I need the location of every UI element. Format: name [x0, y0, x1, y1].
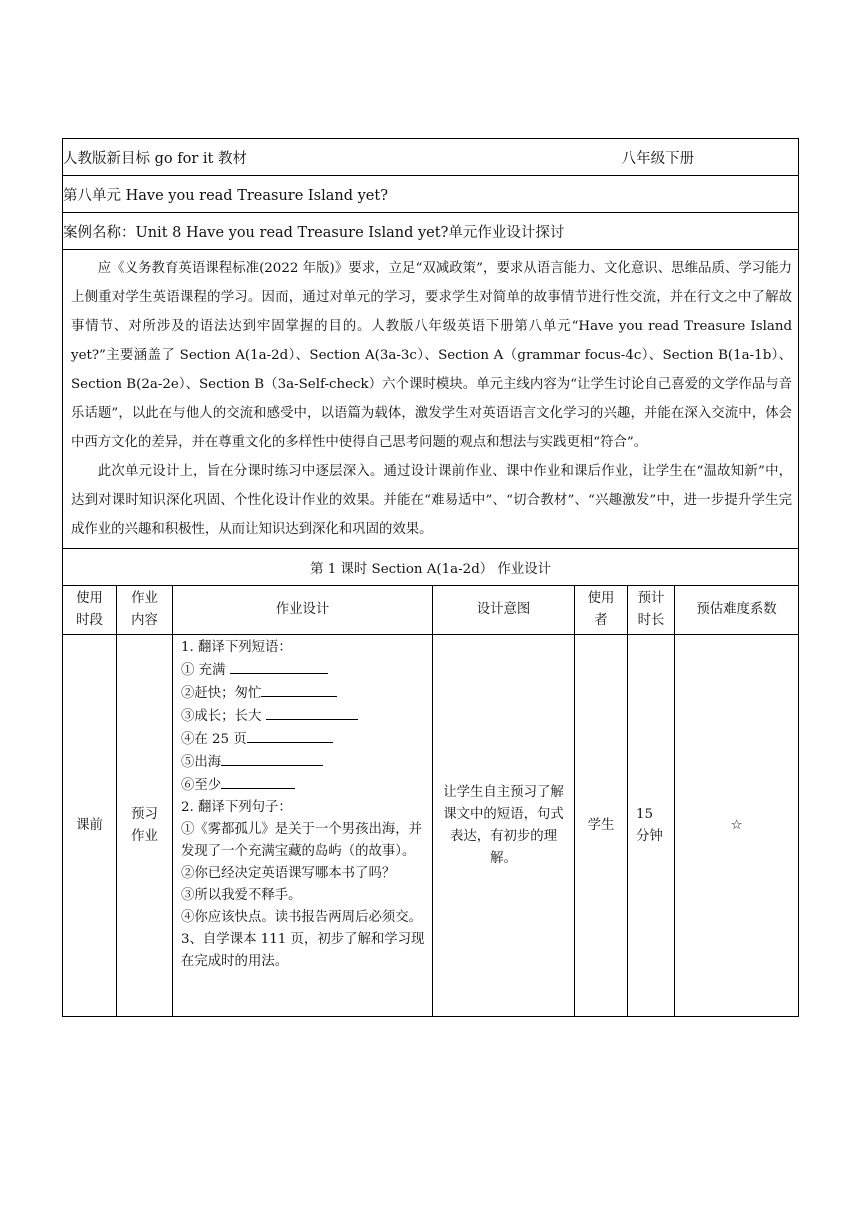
period-cell: 课前	[63, 635, 117, 1017]
col-intent: 设计意图	[433, 586, 575, 635]
col-content: 作业 内容	[117, 586, 173, 635]
col-time: 预计 时长	[628, 586, 675, 635]
difficulty-star-icon: ☆	[675, 635, 799, 1017]
col-difficulty: 预估难度系数	[675, 586, 799, 635]
unit-title: 第八单元 Have you read Treasure Island yet?	[63, 176, 799, 213]
header-textbook-row	[63, 139, 799, 176]
phrase-item: ④在 25 页	[181, 728, 428, 751]
time-cell: 15 分钟	[628, 635, 675, 1017]
intro-row	[63, 250, 799, 549]
lesson-title: 第 1 课时 Section A(1a-2d） 作业设计	[63, 549, 799, 586]
content-cell: 预习 作业	[117, 635, 173, 1017]
grade-label: 八年级下册	[621, 150, 695, 167]
header-unit-row	[63, 176, 799, 213]
intro-paragraph-1: 应《义务教育英语课程标准(2022 年版)》要求，立足“双减政策”，要求从语言能力、文化意识、思维品质、学习能力上侧重对学生英语课程的学习。因而，通过对单元的学习，要求学生对简单的故事情节进行性交流，并在行文之中了解故事情节、对所涉及的语法达到牢固掌握的目的。人教版八年级英语下册第八单元“Have you read Treasure Island yet?”主要涵盖了 Section A(1a-2d）、Section A(3a-3c）、Section A（grammar focus-4c）、Section B(1a-1b）、Section B(2a-2e）、Section B（3a-Self-check）六个课时模块。单元主线内容为“让学生讨论自己喜爱的文学作品与音乐话题”，以此在与他人的交流和感受中，以语篇为载体，激发学生对英语语言文化学习的兴趣，并能在深入交流中，体会中西方文化的差异，并在尊重文化的多样性中使得自己思考问题的观点和想法与实践更相“符合”。	[71, 261, 793, 450]
phrase-item: ②赶快；匆忙	[181, 682, 428, 705]
homework-design-table	[62, 138, 799, 1017]
q3-text: 3、自学课本 111 页，初步了解和学习现在完成时的用法。	[181, 932, 425, 969]
case-name: 案例名称：Unit 8 Have you read Treasure Island yet?单元作业设计探讨	[63, 213, 799, 250]
textbook-label: 人教版新目标 go for it 教材	[63, 150, 247, 167]
header-case-row	[63, 213, 799, 250]
phrase-item: ① 充满	[181, 659, 428, 682]
col-design: 作业设计	[173, 586, 433, 635]
phrase-item: ③成长；长大	[181, 705, 428, 728]
table-row	[63, 635, 799, 1017]
sentence-item: ③所以我爱不释手。	[181, 888, 302, 903]
phrase-item: ⑤出海	[181, 751, 428, 774]
intro-cell	[63, 250, 799, 549]
q2-title: 2. 翻译下列句子：	[181, 800, 292, 815]
phrase-item: ⑥至少	[181, 774, 428, 797]
sentence-item: ④你应该快点。读书报告两周后必须交。	[181, 910, 423, 925]
col-user: 使用 者	[575, 586, 628, 635]
column-header-row	[63, 586, 799, 635]
lesson-title-row	[63, 549, 799, 586]
user-cell: 学生	[575, 635, 628, 1017]
sentence-item: ②你已经决定英语课写哪本书了吗？	[181, 866, 396, 881]
intro-paragraph-2: 此次单元设计上，旨在分课时练习中逐层深入。通过设计课前作业、课中作业和课后作业，让学生在“温故知新”中，达到对课时知识深化巩固、个性化设计作业的效果。并能在“难易适中”、“切合教材”、“兴趣激发”中，进一步提升学生完成作业的兴趣和积极性，从而让知识达到深化和巩固的效果。	[71, 464, 793, 537]
sentence-item: ①《雾都孤儿》是关于一个男孩出海，并发现了一个充满宝藏的岛屿（的故事）。	[181, 822, 423, 859]
intent-cell: 让学生自主预习了解课文中的短语，句式表达，有初步的理解。	[433, 635, 575, 1017]
col-period: 使用 时段	[63, 586, 117, 635]
q1-title: 1. 翻译下列短语：	[181, 640, 292, 655]
design-cell	[173, 635, 433, 1017]
document-page	[62, 138, 798, 1017]
